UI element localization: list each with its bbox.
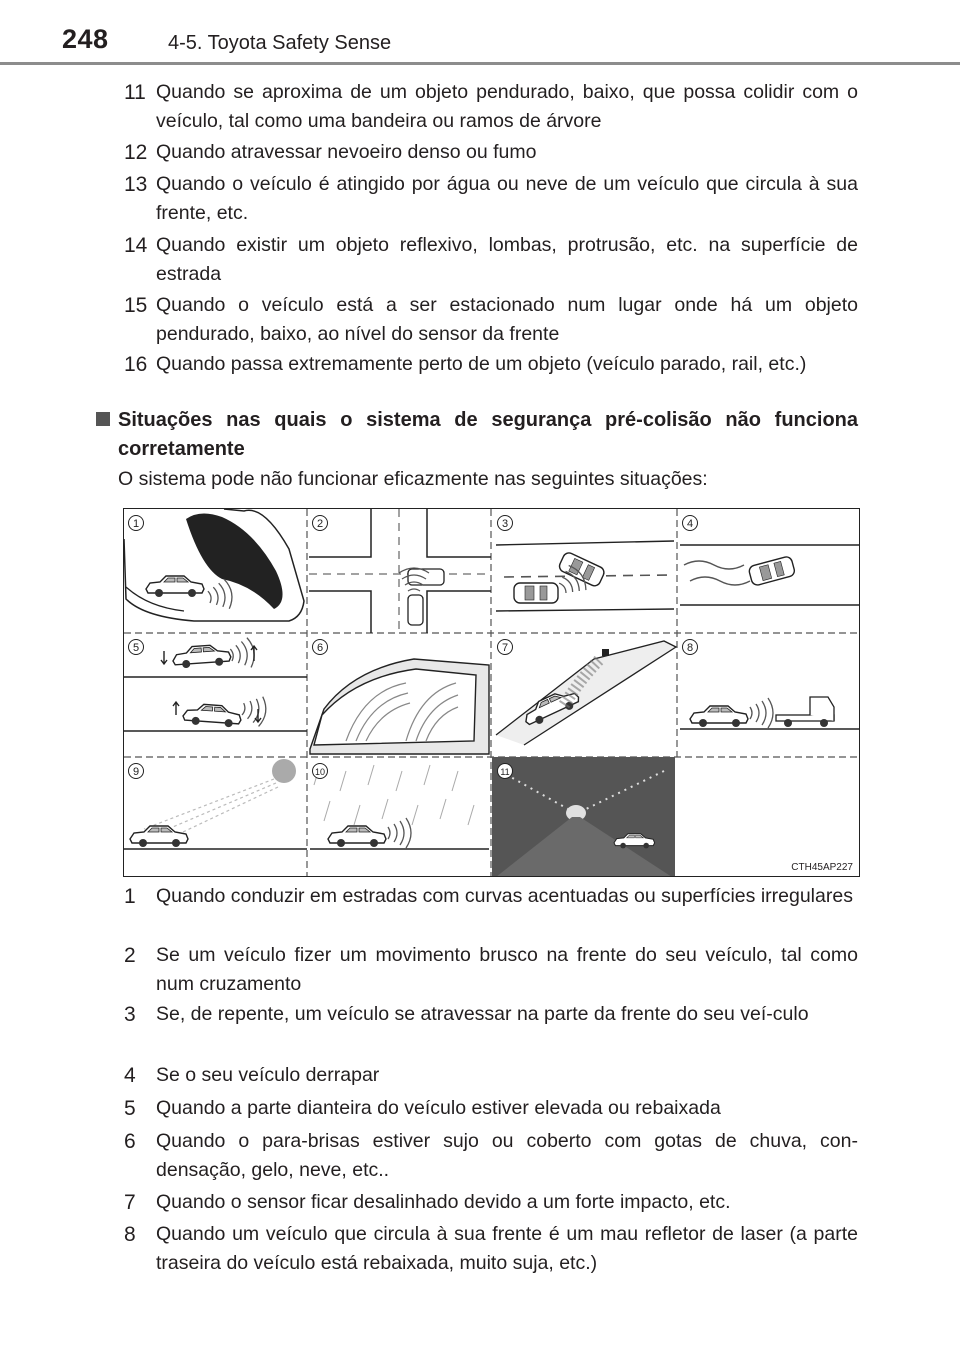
- item-number: 4: [124, 1064, 136, 1087]
- panel-label: 10: [314, 767, 326, 777]
- list-item: [124, 1094, 858, 1123]
- item-number: 6: [124, 1130, 136, 1153]
- item-text: Quando existir um objeto reflexivo, lombas, protrusão, etc. na superfície de estrada: [156, 234, 858, 285]
- figure-code: CTH45AP227: [791, 862, 853, 873]
- panel-label: 5: [132, 642, 140, 654]
- panel-label: 3: [501, 518, 509, 530]
- panel-label: 1: [132, 518, 140, 530]
- item-number: 11: [124, 81, 146, 104]
- page-header: [0, 0, 960, 64]
- panel-label: 2: [316, 518, 324, 530]
- panel-11-tunnel: [492, 757, 675, 877]
- item-number: 13: [124, 173, 148, 196]
- list-item: [124, 291, 858, 349]
- page-number: 248: [62, 24, 109, 54]
- panel-label: 4: [686, 518, 694, 530]
- item-text: Quando o veículo está a ser estacionado num lugar onde há um objeto pendurado, baixo, ao nível do sensor da frente: [156, 294, 858, 345]
- item-number: 1: [124, 885, 136, 908]
- panel-7-misaligned: [496, 641, 676, 745]
- list-item: [124, 78, 858, 136]
- panel-3-cut-in: [496, 541, 674, 611]
- item-text: Quando passa extremamente perto de um objeto (veículo parado, rail, etc.): [156, 353, 807, 375]
- section-heading: Situações nas quais o sistema de segurança pré-colisão não funciona corretamente: [96, 406, 858, 464]
- illustration-grid: [124, 509, 860, 877]
- panel-2-intersection: [309, 509, 491, 633]
- item-number: 16: [124, 353, 148, 376]
- item-number: 12: [124, 141, 148, 164]
- panel-label: 11: [500, 767, 510, 777]
- panel-5-pitch: [124, 637, 307, 731]
- item-text: Quando o para-brisas estiver sujo ou coberto com gotas de chuva, con-densação, gelo, neve, etc..: [156, 1130, 858, 1181]
- item-number: 8: [124, 1223, 136, 1246]
- panel-label: 8: [686, 642, 694, 654]
- heading-square-icon: [96, 412, 110, 426]
- item-text: Quando o sensor ficar desalinhado devido a um forte impacto, etc.: [156, 1191, 731, 1213]
- panel-6-windshield: [310, 659, 489, 754]
- list-item: [124, 941, 858, 999]
- list-item: [124, 350, 858, 379]
- item-number: 14: [124, 234, 148, 257]
- panel-8-truck: [680, 697, 859, 729]
- list-item: [124, 1000, 858, 1029]
- panel-label: 9: [132, 766, 140, 778]
- item-text: Quando conduzir em estradas com curvas acentuadas ou superfícies irregulares: [156, 885, 853, 907]
- list-item: [124, 1061, 858, 1090]
- item-text: Quando o veículo é atingido por água ou neve de um veículo que circula à sua frente, etc.: [156, 173, 858, 224]
- item-number: 7: [124, 1191, 136, 1214]
- item-text: Se um veículo fizer um movimento brusco na frente do seu veículo, tal como num cruzamento: [156, 944, 858, 995]
- panel-4-skid: [680, 545, 859, 605]
- item-text: Quando se aproxima de um objeto pendurado, baixo, que possa colidir com o veículo, tal como uma bandeira ou ramos de árvore: [156, 81, 858, 132]
- list-item: [124, 1188, 858, 1217]
- panel-9-sunlight: [124, 759, 307, 849]
- list-item: [124, 231, 858, 289]
- list-item: [124, 138, 858, 167]
- item-number: 3: [124, 1003, 136, 1026]
- item-number: 15: [124, 294, 148, 317]
- item-text: Quando a parte dianteira do veículo estiver elevada ou rebaixada: [156, 1097, 721, 1119]
- item-number: 2: [124, 944, 136, 967]
- list-item: [124, 170, 858, 228]
- item-text: Quando atravessar nevoeiro denso ou fumo: [156, 141, 537, 163]
- list-item: [124, 1127, 858, 1185]
- section-title: 4-5. Toyota Safety Sense: [168, 32, 392, 54]
- item-text: Se o seu veículo derrapar: [156, 1064, 380, 1086]
- panel-label: 7: [501, 642, 509, 654]
- item-text: Se, de repente, um veículo se atravessar na parte da frente do seu veí-culo: [156, 1003, 809, 1025]
- panel-1-curve: [124, 509, 304, 621]
- intro-text: O sistema pode não funcionar eficazmente nas seguintes situações:: [118, 468, 708, 490]
- panel-label: 6: [316, 642, 324, 654]
- item-number: 5: [124, 1097, 136, 1120]
- list-item: [124, 882, 858, 911]
- item-text: Quando um veículo que circula à sua frente é um mau refletor de laser (a parte traseira do veículo está rebaixada, muito suja, etc.): [156, 1223, 858, 1274]
- panel-10-rain: [310, 765, 489, 849]
- situation-illustrations: [123, 508, 860, 877]
- header-rule: [0, 62, 960, 65]
- list-item: [124, 1220, 858, 1278]
